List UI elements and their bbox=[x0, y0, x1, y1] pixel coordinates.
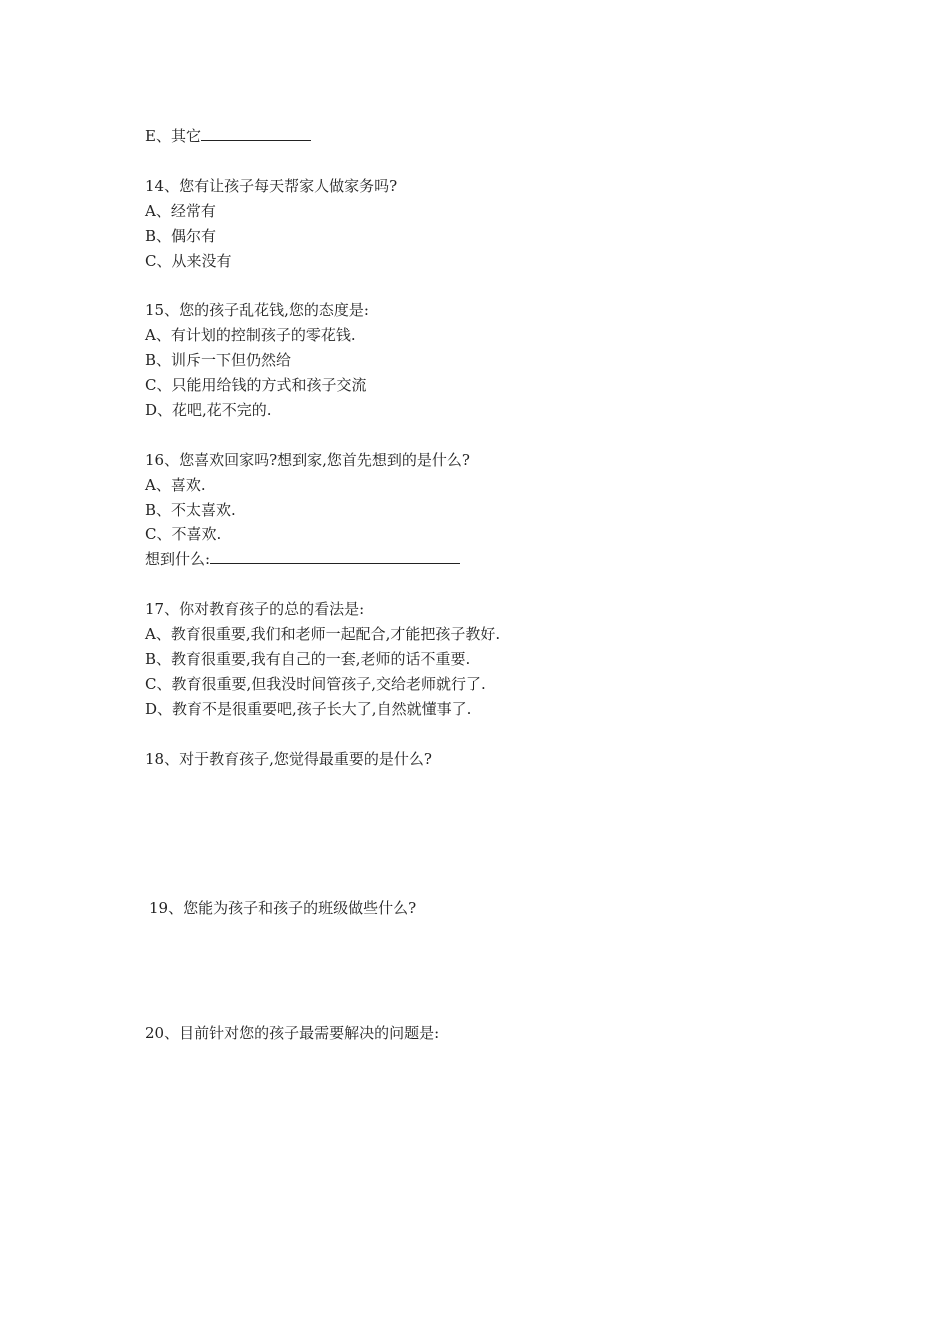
q14-option-b: B、偶尔有 bbox=[145, 227, 217, 245]
q17-option-c: C、教育很重要,但我没时间管孩子,交给老师就行了. bbox=[145, 675, 486, 693]
q16-option-b: B、不太喜欢. bbox=[145, 501, 236, 519]
q14-option-c: C、从来没有 bbox=[145, 252, 232, 270]
q15-option-b: B、训斥一下但仍然给 bbox=[145, 351, 292, 369]
q17-option-a: A、教育很重要,我们和老师一起配合,才能把孩子教好. bbox=[145, 625, 501, 643]
q16-think bbox=[145, 548, 460, 570]
q15-option-c: C、只能用给钱的方式和孩子交流 bbox=[145, 376, 367, 394]
q17-option-d: D、教育不是很重要吧,孩子长大了,自然就懂事了. bbox=[145, 700, 472, 718]
q17-option-b: B、教育很重要,我有自己的一套,老师的话不重要. bbox=[145, 650, 471, 668]
q16-option-c: C、不喜欢. bbox=[145, 525, 222, 543]
q20-question: 20、目前针对您的孩子最需要解决的问题是: bbox=[145, 1024, 440, 1042]
q14-option-a: A、经常有 bbox=[145, 202, 216, 220]
q14-question: 14、您有让孩子每天帮家人做家务吗? bbox=[145, 177, 398, 195]
q16-question: 16、您喜欢回家吗?想到家,您首先想到的是什么? bbox=[145, 451, 470, 469]
q16-think-blank[interactable] bbox=[210, 548, 460, 564]
q15-option-a: A、有计划的控制孩子的零花钱. bbox=[145, 326, 356, 344]
q13-other-blank[interactable] bbox=[201, 125, 311, 141]
q17-question: 17、你对教育孩子的总的看法是: bbox=[145, 600, 365, 618]
q13-option-e-label: E、其它 bbox=[145, 127, 201, 145]
q15-question: 15、您的孩子乱花钱,您的态度是: bbox=[145, 301, 369, 319]
q13-option-e bbox=[145, 125, 311, 147]
q16-think-label: 想到什么: bbox=[145, 550, 211, 568]
q18-question: 18、对于教育孩子,您觉得最重要的是什么? bbox=[145, 750, 432, 768]
q19-question: 19、您能为孩子和孩子的班级做些什么? bbox=[149, 899, 417, 917]
q16-option-a: A、喜欢. bbox=[145, 476, 206, 494]
q15-option-d: D、花吧,花不完的. bbox=[145, 401, 272, 419]
